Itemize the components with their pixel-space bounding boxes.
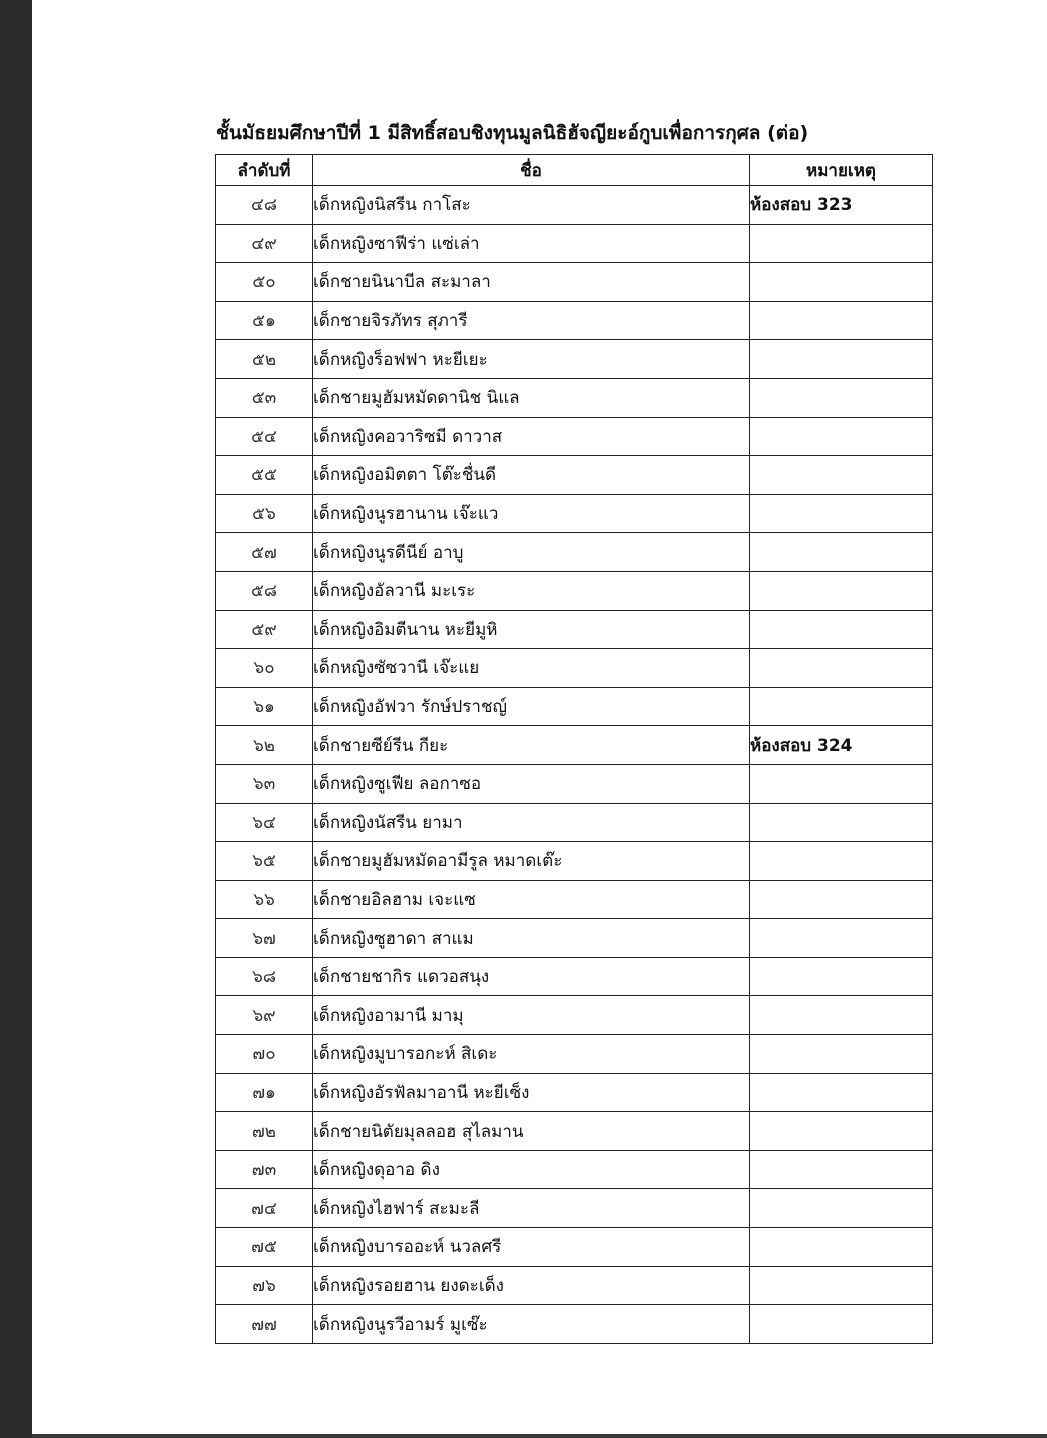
- row-note: [750, 533, 933, 572]
- table-row: [216, 456, 933, 495]
- table-header-row: [216, 155, 933, 186]
- table-row: [216, 919, 933, 958]
- row-number: ๖๙: [216, 996, 313, 1035]
- row-number: ๕๔: [216, 417, 313, 456]
- row-number: ๖๐: [216, 649, 313, 688]
- table-row: [216, 996, 933, 1035]
- row-number: ๔๙: [216, 224, 313, 263]
- student-name: เด็กชายจิรภัทร สุภารี: [313, 301, 750, 340]
- row-note: [750, 919, 933, 958]
- row-note: [750, 764, 933, 803]
- row-number: ๗๗: [216, 1305, 313, 1344]
- row-note: [750, 224, 933, 263]
- row-number: ๕๙: [216, 610, 313, 649]
- student-name: เด็กหญิงอัลวานี มะเระ: [313, 571, 750, 610]
- row-number: ๗๓: [216, 1150, 313, 1189]
- row-number: ๗๒: [216, 1112, 313, 1151]
- student-name: เด็กหญิงดุอาอ ดิง: [313, 1150, 750, 1189]
- student-name: เด็กชายอิลฮาม เจะแซ: [313, 880, 750, 919]
- row-note: [750, 803, 933, 842]
- table-row: [216, 1189, 933, 1228]
- student-name: เด็กหญิงซาฟีร่า แซ่เล่า: [313, 224, 750, 263]
- row-number: ๗๕: [216, 1228, 313, 1267]
- viewer-bottom-edge: [32, 1434, 1047, 1438]
- table-row: [216, 726, 933, 765]
- row-number: ๖๒: [216, 726, 313, 765]
- table-row: [216, 803, 933, 842]
- table-row: [216, 301, 933, 340]
- row-note: [750, 1305, 933, 1344]
- row-number: ๗๐: [216, 1035, 313, 1074]
- row-note: [750, 842, 933, 881]
- table-row: [216, 340, 933, 379]
- row-number: ๗๔: [216, 1189, 313, 1228]
- row-number: ๖๖: [216, 880, 313, 919]
- row-note: [750, 340, 933, 379]
- row-number: ๖๕: [216, 842, 313, 881]
- student-name: เด็กชายมูฮัมหมัดดานิช นิแล: [313, 378, 750, 417]
- table-body: [216, 186, 933, 1344]
- table-row: [216, 224, 933, 263]
- student-name: เด็กหญิงร็อฟฟา หะยีเยะ: [313, 340, 750, 379]
- row-note: [750, 1073, 933, 1112]
- row-number: ๕๖: [216, 494, 313, 533]
- row-number: ๖๑: [216, 687, 313, 726]
- row-number: ๕๓: [216, 378, 313, 417]
- student-name: เด็กหญิงนูรดีนีย์ อาบู: [313, 533, 750, 572]
- table-row: [216, 880, 933, 919]
- row-number: ๖๔: [216, 803, 313, 842]
- row-note: [750, 571, 933, 610]
- row-note: [750, 301, 933, 340]
- row-number: ๕๕: [216, 456, 313, 495]
- student-name: เด็กหญิงคอวาริซมี ดาวาส: [313, 417, 750, 456]
- table-row: [216, 417, 933, 456]
- student-name: เด็กชายนิตัยมุลลอฮ สุไลมาน: [313, 1112, 750, 1151]
- table-row: [216, 687, 933, 726]
- table-row: [216, 186, 933, 225]
- table-row: [216, 649, 933, 688]
- row-note: [750, 417, 933, 456]
- table-row: [216, 842, 933, 881]
- header-name: ชื่อ: [313, 155, 750, 186]
- student-name: เด็กหญิงอัรฟัลมาอานี หะยีเซ็ง: [313, 1073, 750, 1112]
- table-row: [216, 1150, 933, 1189]
- table-row: [216, 1035, 933, 1074]
- row-note: [750, 996, 933, 1035]
- row-note: [750, 1228, 933, 1267]
- student-name: เด็กหญิงรอยฮาน ยงดะเด็ง: [313, 1266, 750, 1305]
- student-name: เด็กหญิงอมิตตา โต๊ะชื่นดี: [313, 456, 750, 495]
- student-name: เด็กหญิงนัสรีน ยามา: [313, 803, 750, 842]
- table-row: [216, 571, 933, 610]
- row-number: ๔๘: [216, 186, 313, 225]
- row-number: ๗๖: [216, 1266, 313, 1305]
- row-note: [750, 957, 933, 996]
- row-number: ๗๑: [216, 1073, 313, 1112]
- row-number: ๕๘: [216, 571, 313, 610]
- student-name: เด็กหญิงอามานี มามุ: [313, 996, 750, 1035]
- row-number: ๕๑: [216, 301, 313, 340]
- student-name: เด็กหญิงนูรวีอามร์ มูเซ๊ะ: [313, 1305, 750, 1344]
- table-row: [216, 533, 933, 572]
- header-number: ลำดับที่: [216, 155, 313, 186]
- table-row: [216, 1266, 933, 1305]
- student-name: เด็กหญิงไฮฟาร์ สะมะลี: [313, 1189, 750, 1228]
- row-note: ห้องสอบ 323: [750, 186, 933, 225]
- student-name: เด็กหญิงซูฮาดา สาแม: [313, 919, 750, 958]
- row-number: ๕๐: [216, 263, 313, 302]
- student-name: เด็กหญิงซัซวานี เจ๊ะแย: [313, 649, 750, 688]
- row-note: [750, 610, 933, 649]
- student-name: เด็กหญิงนิสรีน กาโสะ: [313, 186, 750, 225]
- row-note: [750, 687, 933, 726]
- table-row: [216, 957, 933, 996]
- row-note: [750, 1035, 933, 1074]
- student-name: เด็กชายมูฮัมหมัดอามีรูล หมาดเต๊ะ: [313, 842, 750, 881]
- row-note: [750, 1189, 933, 1228]
- row-note: [750, 1150, 933, 1189]
- row-note: [750, 456, 933, 495]
- row-note: [750, 1112, 933, 1151]
- student-name: เด็กหญิงอัฟวา รักษ์ปราชญ์: [313, 687, 750, 726]
- viewer-side-bar: [0, 0, 32, 1438]
- row-note: ห้องสอบ 324: [750, 726, 933, 765]
- student-name: เด็กหญิงบารออะห์ นวลศรี: [313, 1228, 750, 1267]
- table-row: [216, 378, 933, 417]
- table-row: [216, 1073, 933, 1112]
- row-number: ๖๘: [216, 957, 313, 996]
- student-name: เด็กหญิงนูรฮานาน เจ๊ะแว: [313, 494, 750, 533]
- table-row: [216, 263, 933, 302]
- student-name: เด็กชายซีย์รีน กียะ: [313, 726, 750, 765]
- student-name: เด็กชายนินาบีล สะมาลา: [313, 263, 750, 302]
- header-note: หมายเหตุ: [750, 155, 933, 186]
- student-name: เด็กหญิงอิมตีนาน หะยีมูหิ: [313, 610, 750, 649]
- student-name: เด็กหญิงมูบารอกะห์ สิเดะ: [313, 1035, 750, 1074]
- row-note: [750, 494, 933, 533]
- page-title: ชั้นมัธยมศึกษาปีที่ 1 มีสิทธิ์สอบชิงทุนมูลนิธิฮัจญียะอ์กูบเพื่อการกุศล (ต่อ): [216, 122, 809, 144]
- student-roster-table: [215, 154, 933, 1344]
- table-row: [216, 494, 933, 533]
- table-row: [216, 1305, 933, 1344]
- table-row: [216, 1228, 933, 1267]
- row-number: ๖๗: [216, 919, 313, 958]
- row-number: ๕๒: [216, 340, 313, 379]
- row-note: [750, 880, 933, 919]
- table-row: [216, 610, 933, 649]
- table-row: [216, 1112, 933, 1151]
- row-note: [750, 649, 933, 688]
- student-name: เด็กชายชากิร แดวอสนุง: [313, 957, 750, 996]
- row-note: [750, 378, 933, 417]
- table-row: [216, 764, 933, 803]
- student-name: เด็กหญิงซูเฟีย ลอกาซอ: [313, 764, 750, 803]
- row-number: ๖๓: [216, 764, 313, 803]
- row-note: [750, 263, 933, 302]
- row-note: [750, 1266, 933, 1305]
- row-number: ๕๗: [216, 533, 313, 572]
